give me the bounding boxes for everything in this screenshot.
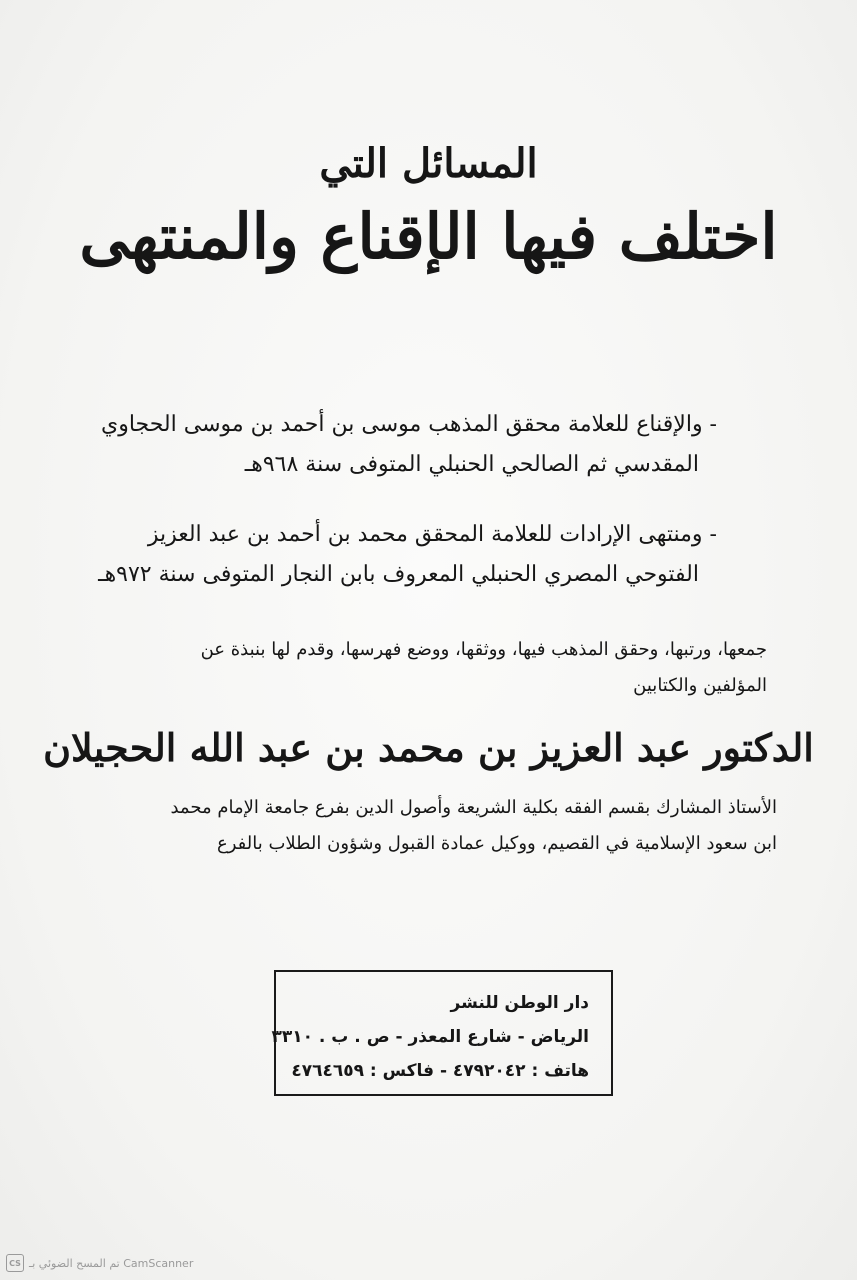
publisher-contact: هاتف : ٤٧٩٢٠٤٢ - فاكس : ٤٧٦٤٦٥٩ (291, 1061, 589, 1081)
muntaha-line-1: - ومنتهى الإرادات للعلامة المحقق محمد بن أحمد بن عبد العزيز (147, 522, 717, 547)
muntaha-description (98, 515, 717, 595)
author-credentials-line-1: الأستاذ المشارك بقسم الفقه بكلية الشريعة وأصول الدين بفرع جامعة الإمام محمد (170, 797, 777, 818)
compiler-note (67, 632, 767, 704)
iqna-line-2: المقدسي ثم الصالحي الحنبلي المتوفى سنة ٩٦٨هـ (244, 452, 699, 477)
compiler-note-line-1: جمعها، ورتبها، وحقق المذهب فيها، ووثقها، ووضع فهرسها، وقدم لها بنبذة عن (200, 639, 767, 660)
publisher-box (271, 970, 613, 1096)
author-credentials-line-2: ابن سعود الإسلامية في القصيم، ووكيل عمادة القبول وشؤون الطلاب بالفرع (216, 833, 777, 854)
author-credentials (57, 790, 777, 862)
camscanner-text: تم المسح الضوئي بـ CamScanner (29, 1256, 194, 1270)
camscanner-watermark (6, 1254, 193, 1272)
iqna-line-1: - والإقناع للعلامة محقق المذهب موسى بن أحمد بن موسى الحجاوي (100, 412, 717, 437)
publisher-name: دار الوطن للنشر (450, 993, 589, 1013)
title-line-2: اختلف فيها الإقناع والمنتهى (79, 200, 778, 273)
publisher-address: الرياض - شارع المعذر - ص . ب . ٣٣١٠ (271, 1027, 589, 1047)
muntaha-line-2: الفتوحي المصري الحنبلي المعروف بابن النجار المتوفى سنة ٩٧٢هـ (98, 562, 699, 587)
title-line-1: المسائل التي (319, 140, 538, 187)
compiler-note-line-2: المؤلفين والكتابين (633, 675, 767, 696)
camscanner-logo-icon: CS (6, 1254, 24, 1272)
iqna-description (100, 405, 717, 485)
author-name: الدكتور عبد العزيز بن محمد بن عبد الله الحجيلان (43, 725, 814, 770)
